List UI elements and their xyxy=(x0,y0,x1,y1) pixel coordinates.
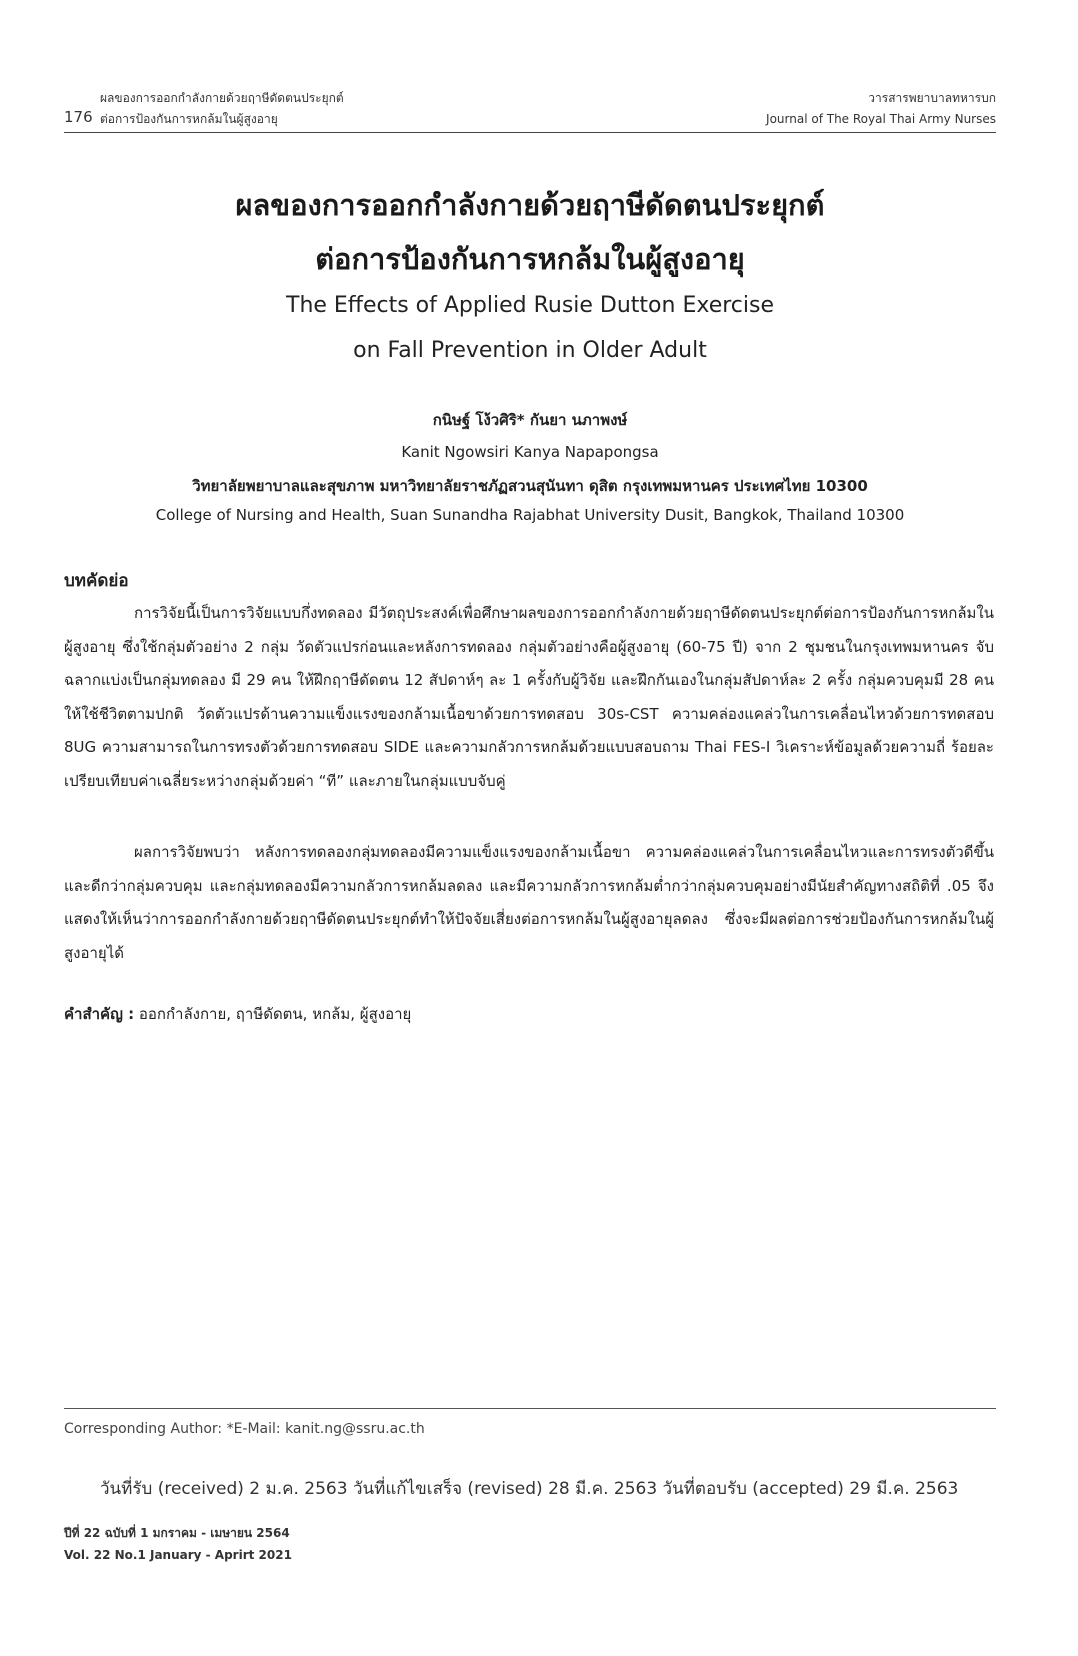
running-title-line2: ต่อการป้องกันการหกล้มในผู้สูงอายุ xyxy=(100,112,278,126)
issue-info-english: Vol. 22 No.1 January - Aprirt 2021 xyxy=(64,1548,292,1562)
page-number: 176 xyxy=(64,108,93,126)
title-thai-line1: ผลของการออกกำลังกายด้วยฤาษีดัดตนประยุกต์ xyxy=(235,188,825,222)
title-thai-line2: ต่อการป้องกันการหกล้มในผู้สูงอายุ xyxy=(315,242,745,276)
running-title xyxy=(100,88,344,130)
abstract-paragraph-2: ผลการวิจัยพบว่า หลังการทดลองกลุ่มทดลองมีความแข็งแรงของกล้ามเนื้อขา ความคล่องแคล่วในการเคลื่อนไหวและการทรงตัวดีขึ้น และดีกว่ากลุ่มควบคุม และกลุ่มทดลองมีความกลัวการหกล้มลดลง และมีความกลัวการหกล้มต่ำกว่ากลุ่มควบคุมอย่างมีนัยสำคัญทางสถิติที่ .05 จึงแสดงให้เห็นว่าการออกกำลังกายด้วยฤาษีดัดตนประยุกต์ทำให้ปัจจัยเสี่ยงต่อการหกล้มในผู้สูงอายุลดลง ซึ่งจะมีผลต่อการช่วยป้องกันการหกล้มในผู้สูงอายุได้ xyxy=(64,843,994,962)
issue-info-thai: ปีที่ 22 ฉบับที่ 1 มกราคม - เมษายน 2564 xyxy=(64,1526,290,1540)
header-divider xyxy=(64,132,996,133)
keywords-list: ออกกำลังกาย, ฤาษีดัดตน, หกล้ม, ผู้สูงอายุ xyxy=(138,1005,412,1023)
journal-name xyxy=(766,88,996,130)
footnote-divider xyxy=(64,1408,996,1409)
issue-info xyxy=(64,1522,292,1566)
abstract-heading: บทคัดย่อ xyxy=(64,571,129,591)
keywords-label: คำสำคัญ : xyxy=(64,1005,135,1023)
manuscript-dates: วันที่รับ (received) 2 ม.ค. 2563 วันที่แก้ไขเสร็จ (revised) 28 มี.ค. 2563 วันที่ตอบรับ (accepted) 29 มี.ค. 2563 xyxy=(100,1479,959,1499)
affiliation-english: College of Nursing and Health, Suan Sunandha Rajabhat University Dusit, Bangkok, Thailand 10300 xyxy=(155,506,905,524)
journal-name-thai: วารสารพยาบาลทหารบก xyxy=(868,91,996,105)
journal-name-english: Journal of The Royal Thai Army Nurses xyxy=(766,112,996,126)
authors-thai: กนิษฐ์ โง้วศิริ* กันยา นภาพงษ์ xyxy=(432,411,628,429)
corresponding-author: Corresponding Author: *E-Mail: kanit.ng@ssru.ac.th xyxy=(64,1421,425,1437)
title-english-line1: The Effects of Applied Rusie Dutton Exercise xyxy=(286,293,774,318)
title-english-line2: on Fall Prevention in Older Adult xyxy=(353,338,707,363)
keywords xyxy=(64,1002,411,1026)
running-title-line1: ผลของการออกกำลังกายด้วยฤาษีดัดตนประยุกต์ xyxy=(100,91,344,105)
abstract-paragraph-1: การวิจัยนี้เป็นการวิจัยแบบกึ่งทดลอง มีวัตถุประสงค์เพื่อศึกษาผลของการออกกำลังกายด้วยฤาษีดัดตนประยุกต์ต่อการป้องกันการหกล้มในผู้สูงอายุ ซึ่งใช้กลุ่มตัวอย่าง 2 กลุ่ม วัดตัวแปรก่อนและหลังการทดลอง กลุ่มตัวอย่างคือผู้สูงอายุ (60-75 ปี) จาก 2 ชุมชนในกรุงเทพมหานคร จับฉลากแบ่งเป็นกลุ่มทดลอง มี 29 คน ให้ฝึกฤาษีดัดตน 12 สัปดาห์ๆ ละ 1 ครั้งกับผู้วิจัย และฝึกกันเองในกลุ่มสัปดาห์ละ 2 ครั้ง กลุ่มควบคุมมี 28 คน ให้ใช้ชีวิตตามปกติ วัดตัวแปรด้านความแข็งแรงของกล้ามเนื้อขาด้วยการทดสอบ 30s-CST ความคล่องแคล่วในการเคลื่อนไหวด้วยการทดสอบ 8UG ความสามารถในการทรงตัวด้วยการทดสอบ SIDE และความกลัวการหกล้มด้วยแบบสอบถาม Thai FES-I วิเคราะห์ข้อมูลด้วยความถี่ ร้อยละ เปรียบเทียบค่าเฉลี่ยระหว่างกลุ่มด้วยค่า “ที” และภายในกลุ่มแบบจับคู่ xyxy=(64,604,994,790)
authors-english: Kanit Ngowsiri Kanya Napapongsa xyxy=(401,443,659,461)
affiliation-thai: วิทยาลัยพยาบาลและสุขภาพ มหาวิทยาลัยราชภัฏสวนสุนันทา ดุสิต กรุงเทพมหานคร ประเทศไทย 10300 xyxy=(192,477,868,495)
